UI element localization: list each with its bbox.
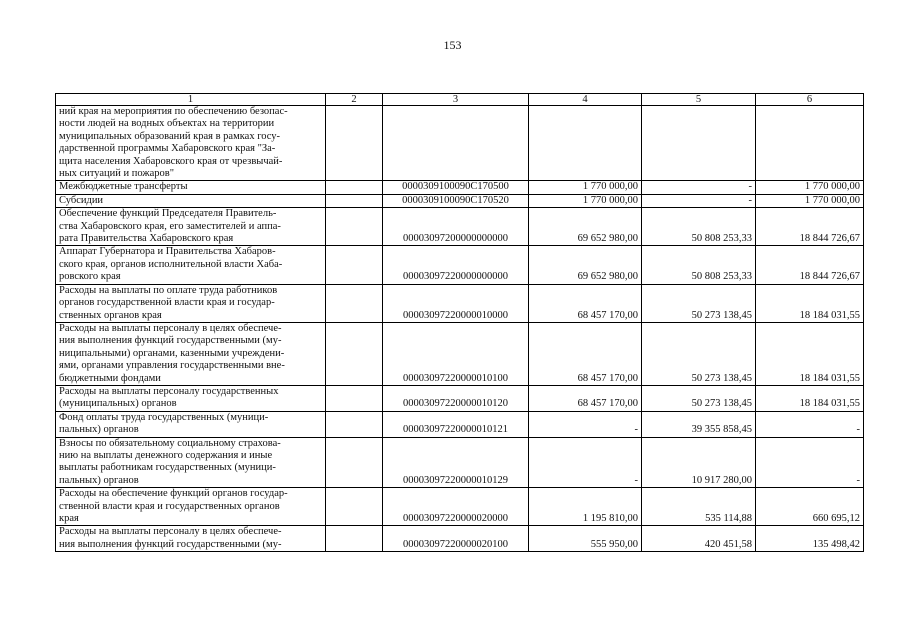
row-code-cell: 00003097220000010000	[383, 284, 529, 322]
row-col2-cell	[326, 208, 383, 246]
description-line: Фонд оплаты труда государственных (муници-	[59, 411, 269, 423]
description-line: пальных) органов	[59, 474, 139, 486]
column-header: 6	[756, 94, 864, 106]
header-row	[56, 94, 864, 106]
row-amount-c6	[756, 106, 864, 181]
description-line: ского края, органов исполнительной власти Хаба-	[59, 258, 283, 270]
row-amount-c6: -	[756, 437, 864, 488]
description-line: ных ситуаций и пожаров"	[59, 168, 175, 180]
row-amount-c5: 50 273 138,45	[642, 322, 756, 385]
row-col2-cell	[326, 437, 383, 488]
row-amount-c6: 135 498,42	[756, 526, 864, 552]
row-col2-cell	[326, 322, 383, 385]
row-code-cell: 0000309100090С170500	[383, 181, 529, 194]
page-number: 153	[443, 38, 462, 52]
row-amount-c5: 50 808 253,33	[642, 208, 756, 246]
row-amount-c4: 1 770 000,00	[529, 181, 642, 194]
row-amount-c4: -	[529, 437, 642, 488]
description-line: ства Хабаровского края, его заместителей и аппа-	[59, 220, 281, 232]
row-description	[56, 322, 326, 385]
row-description	[56, 208, 326, 246]
description-line: ственной власти края и государственных органов	[59, 500, 280, 512]
row-amount-c5: 535 114,88	[642, 488, 756, 526]
row-col2-cell	[326, 194, 383, 207]
row-description	[56, 246, 326, 284]
table-row	[56, 208, 864, 246]
row-amount-c6: 1 770 000,00	[756, 181, 864, 194]
description-line: ниципальными) органами, казенными учреждени-	[59, 347, 285, 359]
description-line: Межбюджетные трансферты	[59, 181, 188, 193]
row-description	[56, 194, 326, 207]
row-amount-c6: 18 844 726,67	[756, 208, 864, 246]
description-line: органов государственной власти края и государ-	[59, 297, 275, 309]
row-col2-cell	[326, 411, 383, 437]
row-col2-cell	[326, 181, 383, 194]
row-amount-c5: -	[642, 194, 756, 207]
description-line: ственных органов края	[59, 309, 162, 321]
description-line: края	[59, 513, 79, 524]
description-line: рата Правительства Хабаровского края	[59, 233, 234, 245]
description-line: Расходы на выплаты персоналу в целях обеспече-	[59, 526, 282, 538]
row-description	[56, 411, 326, 437]
row-col2-cell	[326, 246, 383, 284]
budget-table	[55, 93, 864, 552]
description-line: щита населения Хабаровского края от чрезвычай-	[59, 155, 283, 167]
description-line: ности людей на водных объектах на территории	[59, 118, 275, 130]
description-line: (муниципальных) органов	[59, 398, 177, 410]
row-amount-c6: 18 184 031,55	[756, 322, 864, 385]
table-row	[56, 322, 864, 385]
row-code-cell	[383, 106, 529, 181]
row-col2-cell	[326, 284, 383, 322]
description-line: Расходы на обеспечение функций органов государ-	[59, 488, 288, 500]
table-row	[56, 437, 864, 488]
row-description	[56, 106, 326, 181]
description-line: ровского края	[59, 271, 121, 283]
row-description	[56, 437, 326, 488]
row-amount-c5: 39 355 858,45	[642, 411, 756, 437]
table-row	[56, 526, 864, 552]
column-header: 1	[56, 94, 326, 106]
table-row	[56, 284, 864, 322]
row-amount-c6: 18 844 726,67	[756, 246, 864, 284]
column-header: 5	[642, 94, 756, 106]
description-line: Аппарат Губернатора и Правительства Хабаров-	[59, 246, 276, 258]
description-line: дарственной программы Хабаровского края "За-	[59, 143, 276, 155]
row-amount-c5: 50 808 253,33	[642, 246, 756, 284]
row-amount-c6: 18 184 031,55	[756, 284, 864, 322]
row-code-cell: 00003097200000000000	[383, 208, 529, 246]
row-amount-c4: 69 652 980,00	[529, 208, 642, 246]
description-line: Обеспечение функций Председателя Правитель-	[59, 208, 277, 220]
row-amount-c5: -	[642, 181, 756, 194]
description-line: Взносы по обязательному социальному страхова-	[59, 437, 281, 449]
row-col2-cell	[326, 526, 383, 552]
table-row	[56, 246, 864, 284]
column-header: 2	[326, 94, 383, 106]
row-code-cell: 0000309100090С170520	[383, 194, 529, 207]
description-line: Расходы на выплаты персоналу государственных	[59, 385, 279, 397]
row-amount-c4	[529, 106, 642, 181]
description-line: нию на выплаты денежного содержания и иные	[59, 449, 273, 461]
row-description	[56, 488, 326, 526]
row-amount-c4: 68 457 170,00	[529, 385, 642, 411]
column-header: 4	[529, 94, 642, 106]
row-amount-c4: 68 457 170,00	[529, 322, 642, 385]
row-description	[56, 526, 326, 552]
description-line: Расходы на выплаты персоналу в целях обеспече-	[59, 322, 282, 334]
row-amount-c4: 1 770 000,00	[529, 194, 642, 207]
row-amount-c6: 18 184 031,55	[756, 385, 864, 411]
row-amount-c4: -	[529, 411, 642, 437]
row-code-cell: 00003097220000010120	[383, 385, 529, 411]
table-row	[56, 181, 864, 194]
row-amount-c6: -	[756, 411, 864, 437]
description-line: муниципальных образований края в рамках госу-	[59, 130, 281, 142]
table-row	[56, 488, 864, 526]
row-amount-c5: 50 273 138,45	[642, 385, 756, 411]
row-col2-cell	[326, 385, 383, 411]
row-description	[56, 385, 326, 411]
row-amount-c5: 420 451,58	[642, 526, 756, 552]
description-line: ний края на мероприятия по обеспечению безопас-	[59, 106, 288, 117]
row-amount-c4: 69 652 980,00	[529, 246, 642, 284]
description-line: Субсидии	[59, 194, 104, 206]
row-code-cell: 00003097220000010100	[383, 322, 529, 385]
row-amount-c4: 555 950,00	[529, 526, 642, 552]
table-row	[56, 106, 864, 181]
row-amount-c5	[642, 106, 756, 181]
row-amount-c5: 10 917 280,00	[642, 437, 756, 488]
row-code-cell: 00003097220000000000	[383, 246, 529, 284]
row-amount-c4: 1 195 810,00	[529, 488, 642, 526]
description-line: пальных) органов	[59, 424, 139, 436]
row-description	[56, 181, 326, 194]
description-line: выплаты работникам государственных (муници-	[59, 462, 276, 474]
row-amount-c5: 50 273 138,45	[642, 284, 756, 322]
row-col2-cell	[326, 106, 383, 181]
table-row	[56, 194, 864, 207]
row-code-cell: 00003097220000010121	[383, 411, 529, 437]
description-line: ями, органами управления государственными вне-	[59, 360, 285, 372]
table-row	[56, 411, 864, 437]
row-col2-cell	[326, 488, 383, 526]
row-amount-c6: 1 770 000,00	[756, 194, 864, 207]
row-code-cell: 00003097220000010129	[383, 437, 529, 488]
table-row	[56, 385, 864, 411]
row-amount-c6: 660 695,12	[756, 488, 864, 526]
description-line: ния выполнения функций государственными (му-	[59, 335, 282, 347]
row-code-cell: 00003097220000020000	[383, 488, 529, 526]
row-amount-c4: 68 457 170,00	[529, 284, 642, 322]
description-line: ния выполнения функций государственными (му-	[59, 538, 282, 550]
description-line: бюджетными фондами	[59, 372, 161, 384]
description-line: Расходы на выплаты по оплате труда работников	[59, 284, 278, 296]
row-code-cell: 00003097220000020100	[383, 526, 529, 552]
row-description	[56, 284, 326, 322]
column-header: 3	[383, 94, 529, 106]
